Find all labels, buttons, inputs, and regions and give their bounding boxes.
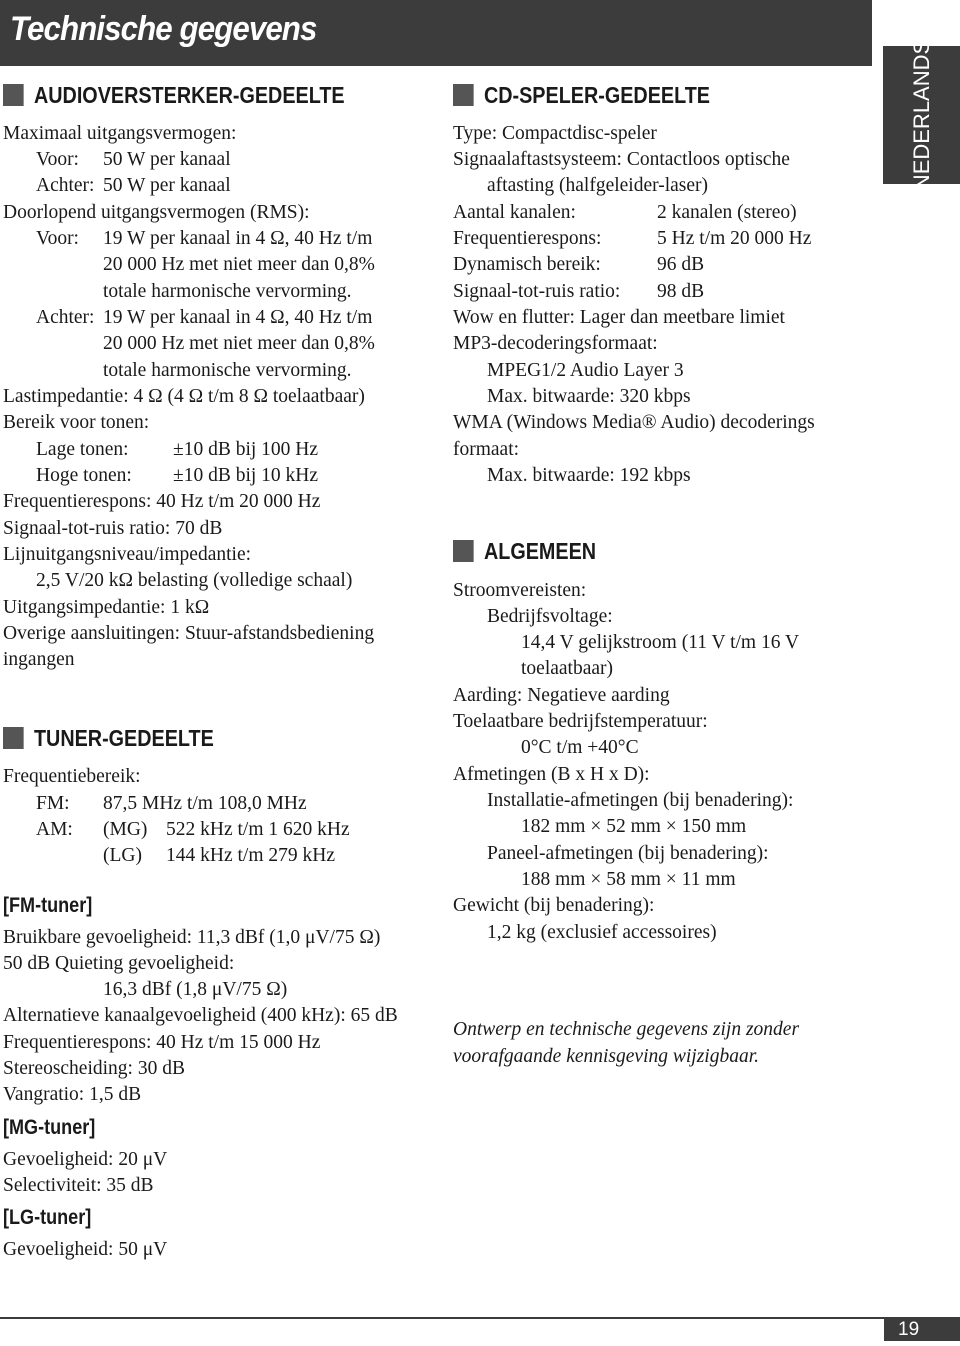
spec-value: 1,2 kg (exclusief accessoires)	[487, 922, 717, 943]
page-number-box	[884, 1319, 960, 1341]
subheading-fm-tuner: [FM-tuner]	[3, 894, 93, 917]
spec-label: Signaal-tot-ruis ratio:	[453, 281, 621, 302]
spec-line: Bruikbare gevoeligheid: 11,3 dBf (1,0 μV/75 Ω)	[3, 927, 381, 948]
subheading-lg-tuner: [LG-tuner]	[3, 1206, 92, 1229]
spec-value: 5 Hz t/m 20 000 Hz	[657, 228, 812, 249]
spec-value: totale harmonische vervorming.	[103, 281, 352, 302]
section-heading-general: ALGEMEEN	[453, 538, 596, 570]
spec-line: Gewicht (bij benadering):	[453, 895, 655, 916]
spec-line: Toelaatbare bedrijfstemperatuur:	[453, 711, 708, 732]
spec-line: Wow en flutter: Lager dan meetbare limiet	[453, 307, 785, 328]
spec-line: Frequentierespons: 40 Hz t/m 20 000 Hz	[3, 491, 321, 512]
spec-line: Bereik voor tonen:	[3, 412, 150, 433]
spec-value: 50 W per kanaal	[103, 149, 231, 170]
spec-value: Max. bitwaarde: 320 kbps	[487, 386, 691, 407]
spec-line: Lijnuitgangsniveau/impedantie:	[3, 544, 252, 565]
spec-value: totale harmonische vervorming.	[103, 360, 352, 381]
spec-label: Aantal kanalen:	[453, 202, 576, 223]
spec-value: 16,3 dBf (1,8 μV/75 Ω)	[103, 979, 288, 1000]
spec-label: FM:	[36, 793, 70, 814]
page-number: 19	[898, 1319, 920, 1340]
spec-value: 96 dB	[657, 254, 705, 275]
spec-line: Maximaal uitgangsvermogen:	[3, 123, 237, 144]
spec-line: Frequentierespons: 40 Hz t/m 15 000 Hz	[3, 1032, 321, 1053]
section-marker-icon	[3, 727, 24, 749]
section-marker-icon	[453, 540, 474, 562]
spec-value: 50 W per kanaal	[103, 175, 231, 196]
section-heading-cd: CD-SPELER-GEDEELTE	[453, 82, 710, 114]
spec-line: Stroomvereisten:	[453, 580, 587, 601]
subheading-mg-tuner: [MG-tuner]	[3, 1116, 96, 1139]
spec-line: Selectiviteit: 35 dB	[3, 1175, 154, 1196]
spec-value: 182 mm × 52 mm × 150 mm	[521, 816, 747, 837]
spec-line: Aarding: Negatieve aarding	[453, 685, 670, 706]
spec-value: 188 mm × 58 mm × 11 mm	[521, 869, 736, 890]
spec-label: Lage tonen:	[36, 439, 129, 460]
spec-line: Vangratio: 1,5 dB	[3, 1084, 142, 1105]
language-tab-label: NEDERLANDS	[908, 39, 934, 191]
spec-value: 522 kHz t/m 1 620 kHz	[166, 819, 350, 840]
section-heading-tuner: TUNER-GEDEELTE	[3, 725, 214, 757]
spec-line: Frequentiebereik:	[3, 766, 141, 787]
spec-line: ingangen	[3, 649, 75, 670]
spec-value: 0°C t/m +40°C	[521, 737, 639, 758]
disclaimer-note: Ontwerp en technische gegevens zijn zonder	[453, 1019, 800, 1040]
spec-line: Doorlopend uitgangsvermogen (RMS):	[3, 202, 310, 223]
spec-line: Type: Compactdisc-speler	[453, 123, 657, 144]
spec-label: Achter:	[36, 175, 95, 196]
spec-label: Installatie-afmetingen (bij benadering):	[487, 790, 794, 811]
spec-line: Lastimpedantie: 4 Ω (4 Ω t/m 8 Ω toelaatbaar)	[3, 386, 365, 407]
spec-line: Signaalaftastsysteem: Contactloos optische	[453, 149, 790, 170]
spec-label: Voor:	[36, 149, 79, 170]
spec-label: Paneel-afmetingen (bij benadering):	[487, 843, 769, 864]
spec-line: formaat:	[453, 439, 520, 460]
spec-label: AM:	[36, 819, 73, 840]
spec-value: 2 kanalen (stereo)	[657, 202, 797, 223]
spec-value: aftasting (halfgeleider-laser)	[487, 175, 709, 196]
spec-value: 19 W per kanaal in 4 Ω, 40 Hz t/m	[103, 307, 373, 328]
spec-value: 14,4 V gelijkstroom (11 V t/m 16 V	[521, 632, 800, 653]
spec-line: Gevoeligheid: 20 μV	[3, 1149, 168, 1170]
spec-label: Hoge tonen:	[36, 465, 132, 486]
spec-value: ±10 dB bij 100 Hz	[173, 439, 319, 460]
title-bar	[0, 0, 872, 66]
spec-value: 19 W per kanaal in 4 Ω, 40 Hz t/m	[103, 228, 373, 249]
spec-line: Overige aansluitingen: Stuur-afstandsbediening	[3, 623, 375, 644]
spec-line: Stereoscheiding: 30 dB	[3, 1058, 185, 1079]
spec-label: (LG)	[103, 845, 142, 866]
spec-line: MP3-decoderingsformaat:	[453, 333, 658, 354]
spec-line: Alternatieve kanaalgevoeligheid (400 kHz): 65 dB	[3, 1005, 398, 1026]
spec-label: Dynamisch bereik:	[453, 254, 601, 275]
spec-label: Voor:	[36, 228, 79, 249]
spec-line: 50 dB Quieting gevoeligheid:	[3, 953, 235, 974]
disclaimer-note: voorafgaande kennisgeving wijzigbaar.	[453, 1046, 760, 1067]
spec-label: Bedrijfsvoltage:	[487, 606, 613, 627]
spec-line: Afmetingen (B x H x D):	[453, 764, 650, 785]
spec-label: Frequentierespons:	[453, 228, 602, 249]
section-marker-icon	[3, 84, 24, 106]
spec-label: (MG)	[103, 819, 148, 840]
section-marker-icon	[453, 84, 474, 106]
spec-label: Achter:	[36, 307, 95, 328]
footer-rule	[0, 1317, 960, 1319]
spec-value: Max. bitwaarde: 192 kbps	[487, 465, 691, 486]
section-heading-amplifier: AUDIOVERSTERKER-GEDEELTE	[3, 82, 345, 114]
spec-value: ±10 dB bij 10 kHz	[173, 465, 319, 486]
spec-value: MPEG1/2 Audio Layer 3	[487, 360, 684, 381]
spec-value: 144 kHz t/m 279 kHz	[166, 845, 335, 866]
spec-line: Uitgangsimpedantie: 1 kΩ	[3, 597, 210, 618]
language-tab	[883, 39, 960, 191]
spec-value: 98 dB	[657, 281, 705, 302]
spec-value: 87,5 MHz t/m 108,0 MHz	[103, 793, 307, 814]
spec-line: Signaal-tot-ruis ratio: 70 dB	[3, 518, 223, 539]
spec-line: Gevoeligheid: 50 μV	[3, 1239, 168, 1260]
spec-value: 20 000 Hz met niet meer dan 0,8%	[103, 254, 375, 275]
spec-value: 20 000 Hz met niet meer dan 0,8%	[103, 333, 375, 354]
spec-value: toelaatbaar)	[521, 658, 614, 679]
page-title: Technische gegevens	[10, 10, 317, 48]
spec-line: WMA (Windows Media® Audio) decoderings	[453, 412, 815, 433]
spec-value: 2,5 V/20 kΩ belasting (volledige schaal)	[36, 570, 353, 591]
